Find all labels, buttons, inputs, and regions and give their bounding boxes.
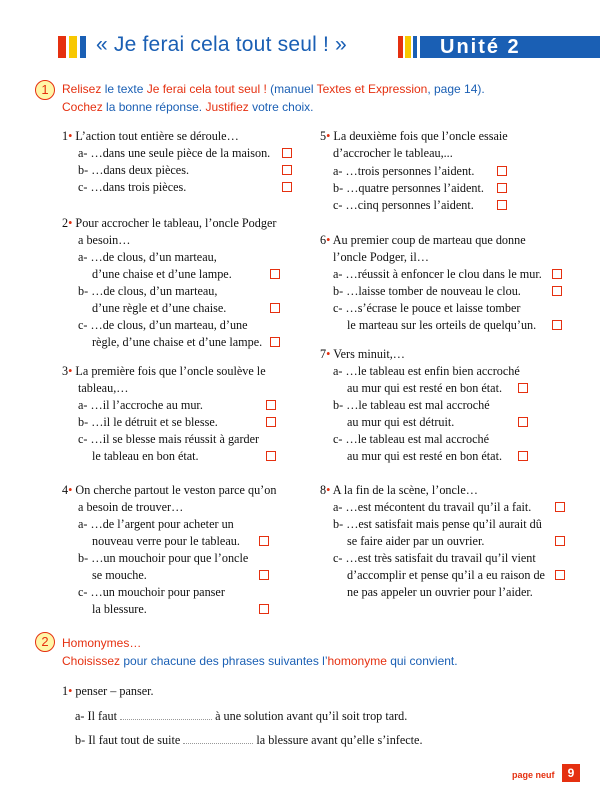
q3-stem-text: La première fois que l’oncle soulève le	[75, 364, 266, 378]
bullet-icon: •	[68, 483, 76, 497]
q7-option-c-checkbox[interactable]	[518, 451, 528, 461]
q5-option-a-line-1: a- …trois personnes l’aident.	[333, 164, 475, 178]
exercise-2-number-icon: 2	[35, 632, 55, 652]
ex2-item-words: penser – panser.	[75, 684, 154, 698]
bullet-icon: •	[326, 347, 334, 361]
q5-option-c-line-1: c- …cinq personnes l’aident.	[333, 198, 474, 212]
q4-option-b-checkbox[interactable]	[259, 570, 269, 580]
q4-option-c-line-2: la blessure.	[92, 602, 147, 616]
q4-option-b-line-1: b- …un mouchoir pour que l’oncle	[78, 551, 249, 565]
q8-option-b-line-1: b- …est satisfait mais pense qu’il aurait dû	[333, 517, 542, 531]
q4-option-c-checkbox[interactable]	[259, 604, 269, 614]
q1-stem-line-1	[62, 128, 239, 145]
q2-option-c-checkbox[interactable]	[270, 337, 280, 347]
q5-option-c-checkbox[interactable]	[497, 200, 507, 210]
q2-stem-line-1	[62, 215, 276, 232]
q3-option-a-checkbox[interactable]	[266, 400, 276, 410]
q1-option-b-line-1: b- …dans deux pièces.	[78, 163, 190, 177]
blank-a[interactable]	[120, 709, 212, 720]
q6-option-c-line-1: c- …s’écrase le pouce et laisse tomber	[333, 301, 521, 315]
q1-option-b-checkbox[interactable]	[282, 165, 292, 175]
exercise-2-title: Homonymes…	[62, 636, 142, 650]
exercise-1-number-icon: 1	[35, 80, 55, 100]
q2-stem-line-2	[78, 232, 130, 249]
q3-stem-text: tableau,…	[78, 381, 129, 395]
footer-label: page neuf	[512, 770, 555, 780]
q4-stem-line-1	[62, 482, 276, 499]
q4-stem-text: a besoin de trouver…	[78, 500, 184, 514]
q7-option-a-line-1: a- …le tableau est enfin bien accroché	[333, 364, 520, 378]
q2-stem-text: a besoin…	[78, 233, 131, 247]
q8-option-b-checkbox[interactable]	[555, 536, 565, 546]
stripe-red-2	[398, 36, 403, 58]
page-header	[0, 33, 600, 58]
q2-option-a-line-2: d’une chaise et d’une lampe.	[92, 267, 232, 281]
q2-number: 2	[62, 216, 69, 230]
q4-stem-text: On cherche partout le veston parce qu’on	[75, 483, 277, 497]
q8-stem-line-1	[320, 482, 478, 499]
q7-stem-line-1	[320, 346, 405, 363]
q4-option-a-line-1: a- …de l’argent pour acheter un	[78, 517, 234, 531]
q1-number: 1	[62, 129, 69, 143]
q2-option-b-checkbox[interactable]	[270, 303, 280, 313]
q1-option-a-line-1: a- …dans une seule pièce de la maison.	[78, 146, 271, 160]
q7-option-b-checkbox[interactable]	[518, 417, 528, 427]
q8-option-a-checkbox[interactable]	[555, 502, 565, 512]
bullet-icon: •	[68, 216, 76, 230]
q6-option-c-line-2: le marteau sur les orteils de quelqu’un.	[347, 318, 537, 332]
q6-stem-line-2	[333, 249, 429, 266]
q8-option-b-line-2: se faire aider par un ouvrier.	[347, 534, 485, 548]
q2-option-a-line-1: a- …de clous, d’un marteau,	[78, 250, 217, 264]
q5-number: 5	[320, 129, 327, 143]
bullet-icon: •	[68, 129, 76, 143]
ex2-item-1: 1• penser – panser.	[62, 684, 154, 698]
exercise-2-instruction: Choisissez pour chacune des phrases suivantes l’homonyme qui convient.	[62, 654, 458, 668]
q8-option-c-line-3: ne pas appeler un ouvrier pour l’aider.	[347, 585, 533, 599]
q7-option-b-line-2: au mur qui est détruit.	[347, 415, 455, 429]
q5-option-a-checkbox[interactable]	[497, 166, 507, 176]
q2-option-b-line-1: b- …de clous, d’un marteau,	[78, 284, 218, 298]
q5-stem-text: d’accrocher le tableau,...	[333, 146, 453, 160]
q2-option-a-checkbox[interactable]	[270, 269, 280, 279]
q7-number: 7	[320, 347, 327, 361]
q3-option-c-checkbox[interactable]	[266, 451, 276, 461]
q3-option-a-line-1: a- …il l’accroche au mur.	[78, 398, 203, 412]
q4-option-a-checkbox[interactable]	[259, 536, 269, 546]
q1-option-a-checkbox[interactable]	[282, 148, 292, 158]
q5-stem-line-2	[333, 145, 453, 162]
q5-stem-line-1	[320, 128, 508, 145]
q3-option-c-line-2: le tableau en bon état.	[92, 449, 199, 463]
stripe-blue	[80, 36, 86, 58]
bullet-icon: •	[326, 483, 333, 497]
q7-option-c-line-2: au mur qui est resté en bon état.	[347, 449, 503, 463]
q1-option-c-line-1: c- …dans trois pièces.	[78, 180, 187, 194]
q7-option-a-line-2: au mur qui est resté en bon état.	[347, 381, 503, 395]
ex2-sentence-b: b- Il faut tout de suite la blessure avant qu’elle s’infecte.	[75, 733, 423, 747]
q6-stem-text: l’oncle Podger, il…	[333, 250, 429, 264]
q7-option-b-line-1: b- …le tableau est mal accroché	[333, 398, 490, 412]
q3-option-b-checkbox[interactable]	[266, 417, 276, 427]
ex2-sentence-a: a- Il faut à une solution avant qu’il soit trop tard.	[75, 709, 408, 723]
exercise-1-instruction-line1: Relisez le texte Je ferai cela tout seul ! (manuel Textes et Expression, page 14).	[62, 82, 485, 96]
bullet-icon: •	[326, 233, 333, 247]
stripe-blue-2	[413, 36, 417, 58]
q3-stem-line-1	[62, 363, 266, 380]
q2-stem-text: Pour accrocher le tableau, l’oncle Podger	[75, 216, 277, 230]
q6-option-a-checkbox[interactable]	[552, 269, 562, 279]
q8-number: 8	[320, 483, 327, 497]
bullet-icon: •	[326, 129, 334, 143]
q6-stem-text: Au premier coup de marteau que donne	[332, 233, 526, 247]
unit-label: Unité 2	[420, 36, 600, 58]
q1-option-c-checkbox[interactable]	[282, 182, 292, 192]
q6-number: 6	[320, 233, 327, 247]
blank-b[interactable]	[183, 733, 253, 744]
q6-option-b-checkbox[interactable]	[552, 286, 562, 296]
q1-stem-text: L’action tout entière se déroule…	[75, 129, 239, 143]
q4-stem-line-2	[78, 499, 183, 516]
q3-option-c-line-1: c- …il se blesse mais réussit à garder	[78, 432, 260, 446]
q6-stem-line-1	[320, 232, 526, 249]
q8-option-a-line-1: a- …est mécontent du travail qu’il a fait.	[333, 500, 532, 514]
q6-option-b-line-1: b- …laisse tomber de nouveau le clou.	[333, 284, 521, 298]
q4-option-c-line-1: c- …un mouchoir pour panser	[78, 585, 225, 599]
page-number: 9	[562, 764, 580, 782]
q8-option-c-line-2: d’accomplir et pense qu’il a eu raison de	[347, 568, 545, 582]
q4-option-a-line-2: nouveau verre pour le tableau.	[92, 534, 240, 548]
q2-option-b-line-2: d’une règle et d’une chaise.	[92, 301, 227, 315]
ex2-item-number: 1	[62, 684, 69, 698]
q5-stem-text: La deuxième fois que l’oncle essaie	[333, 129, 508, 143]
q4-number: 4	[62, 483, 69, 497]
q5-option-b-checkbox[interactable]	[497, 183, 507, 193]
q2-option-c-line-1: c- …de clous, d’un marteau, d’une	[78, 318, 248, 332]
stripe-yellow-2	[405, 36, 411, 58]
bullet-icon: •	[68, 364, 76, 378]
q7-option-c-line-1: c- …le tableau est mal accroché	[333, 432, 489, 446]
q8-stem-text: A la fin de la scène, l’oncle…	[332, 483, 478, 497]
exercise-1-instruction-line2: Cochez la bonne réponse. Justifiez votre choix.	[62, 100, 314, 114]
header-title: « Je ferai cela tout seul ! »	[96, 33, 347, 56]
q7-stem-text: Vers minuit,…	[333, 347, 405, 361]
q6-option-c-checkbox[interactable]	[552, 320, 562, 330]
stripe-yellow	[69, 36, 77, 58]
q5-option-b-line-1: b- …quatre personnes l’aident.	[333, 181, 484, 195]
q8-option-c-line-1: c- …est très satisfait du travail qu’il vient	[333, 551, 536, 565]
q3-number: 3	[62, 364, 69, 378]
q2-option-c-line-2: règle, d’une chaise et d’une lampe.	[92, 335, 263, 349]
q8-option-c-checkbox[interactable]	[555, 570, 565, 580]
q6-option-a-line-1: a- …réussit à enfoncer le clou dans le mur.	[333, 267, 542, 281]
q4-option-b-line-2: se mouche.	[92, 568, 147, 582]
stripe-red	[58, 36, 66, 58]
q3-stem-line-2	[78, 380, 128, 397]
q3-option-b-line-1: b- …il le détruit et se blesse.	[78, 415, 218, 429]
q7-option-a-checkbox[interactable]	[518, 383, 528, 393]
